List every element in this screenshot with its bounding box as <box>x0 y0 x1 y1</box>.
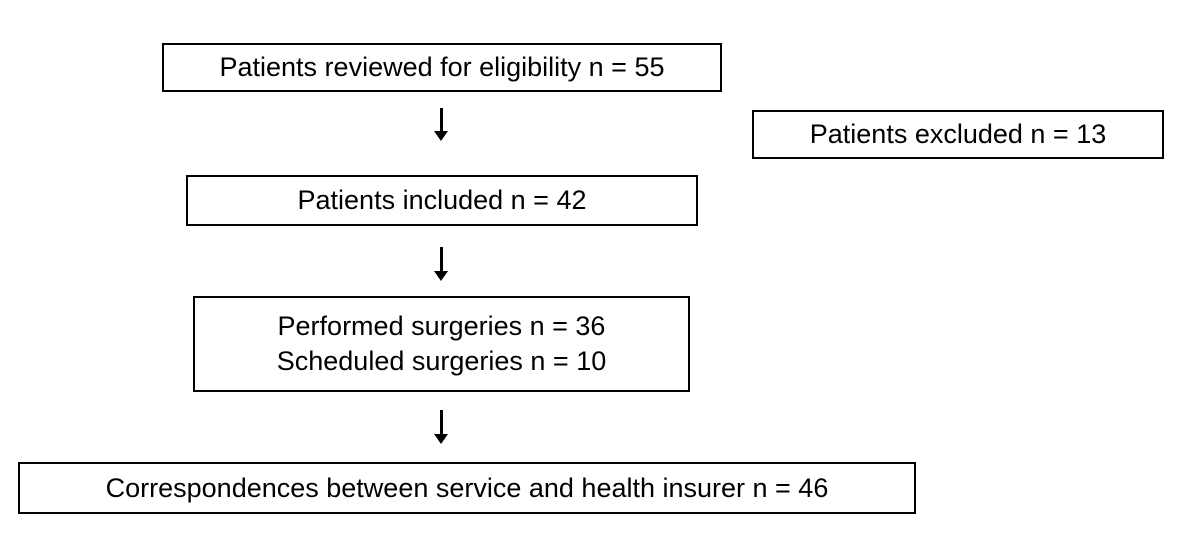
flow-node-text: Patients excluded n = 13 <box>809 119 1107 150</box>
flow-node-text: Patients included n = 42 <box>297 185 587 216</box>
flow-node-patients-included <box>186 175 698 226</box>
arrow-head-icon <box>434 271 448 281</box>
flow-node-text-scheduled: Scheduled surgeries n = 10 <box>276 346 607 376</box>
flow-arrow-reviewed-to-included <box>434 108 448 141</box>
arrow-shaft <box>440 247 443 272</box>
flow-node-patients-excluded <box>752 110 1164 159</box>
flow-node-text: Correspondences between service and health insurer n = 46 <box>105 472 829 503</box>
flow-node-text: Patients reviewed for eligibility n = 55 <box>219 52 665 83</box>
flow-arrow-surgeries-to-correspondences <box>434 410 448 444</box>
flow-node-text-performed: Performed surgeries n = 36 <box>277 311 606 342</box>
flow-arrow-included-to-surgeries <box>434 247 448 281</box>
flow-node-patients-reviewed <box>162 43 722 92</box>
arrow-head-icon <box>434 434 448 444</box>
arrow-shaft <box>440 108 443 132</box>
arrow-head-icon <box>434 131 448 141</box>
flow-node-surgeries <box>193 296 690 392</box>
arrow-shaft <box>440 410 443 435</box>
flow-node-correspondences <box>18 462 916 514</box>
